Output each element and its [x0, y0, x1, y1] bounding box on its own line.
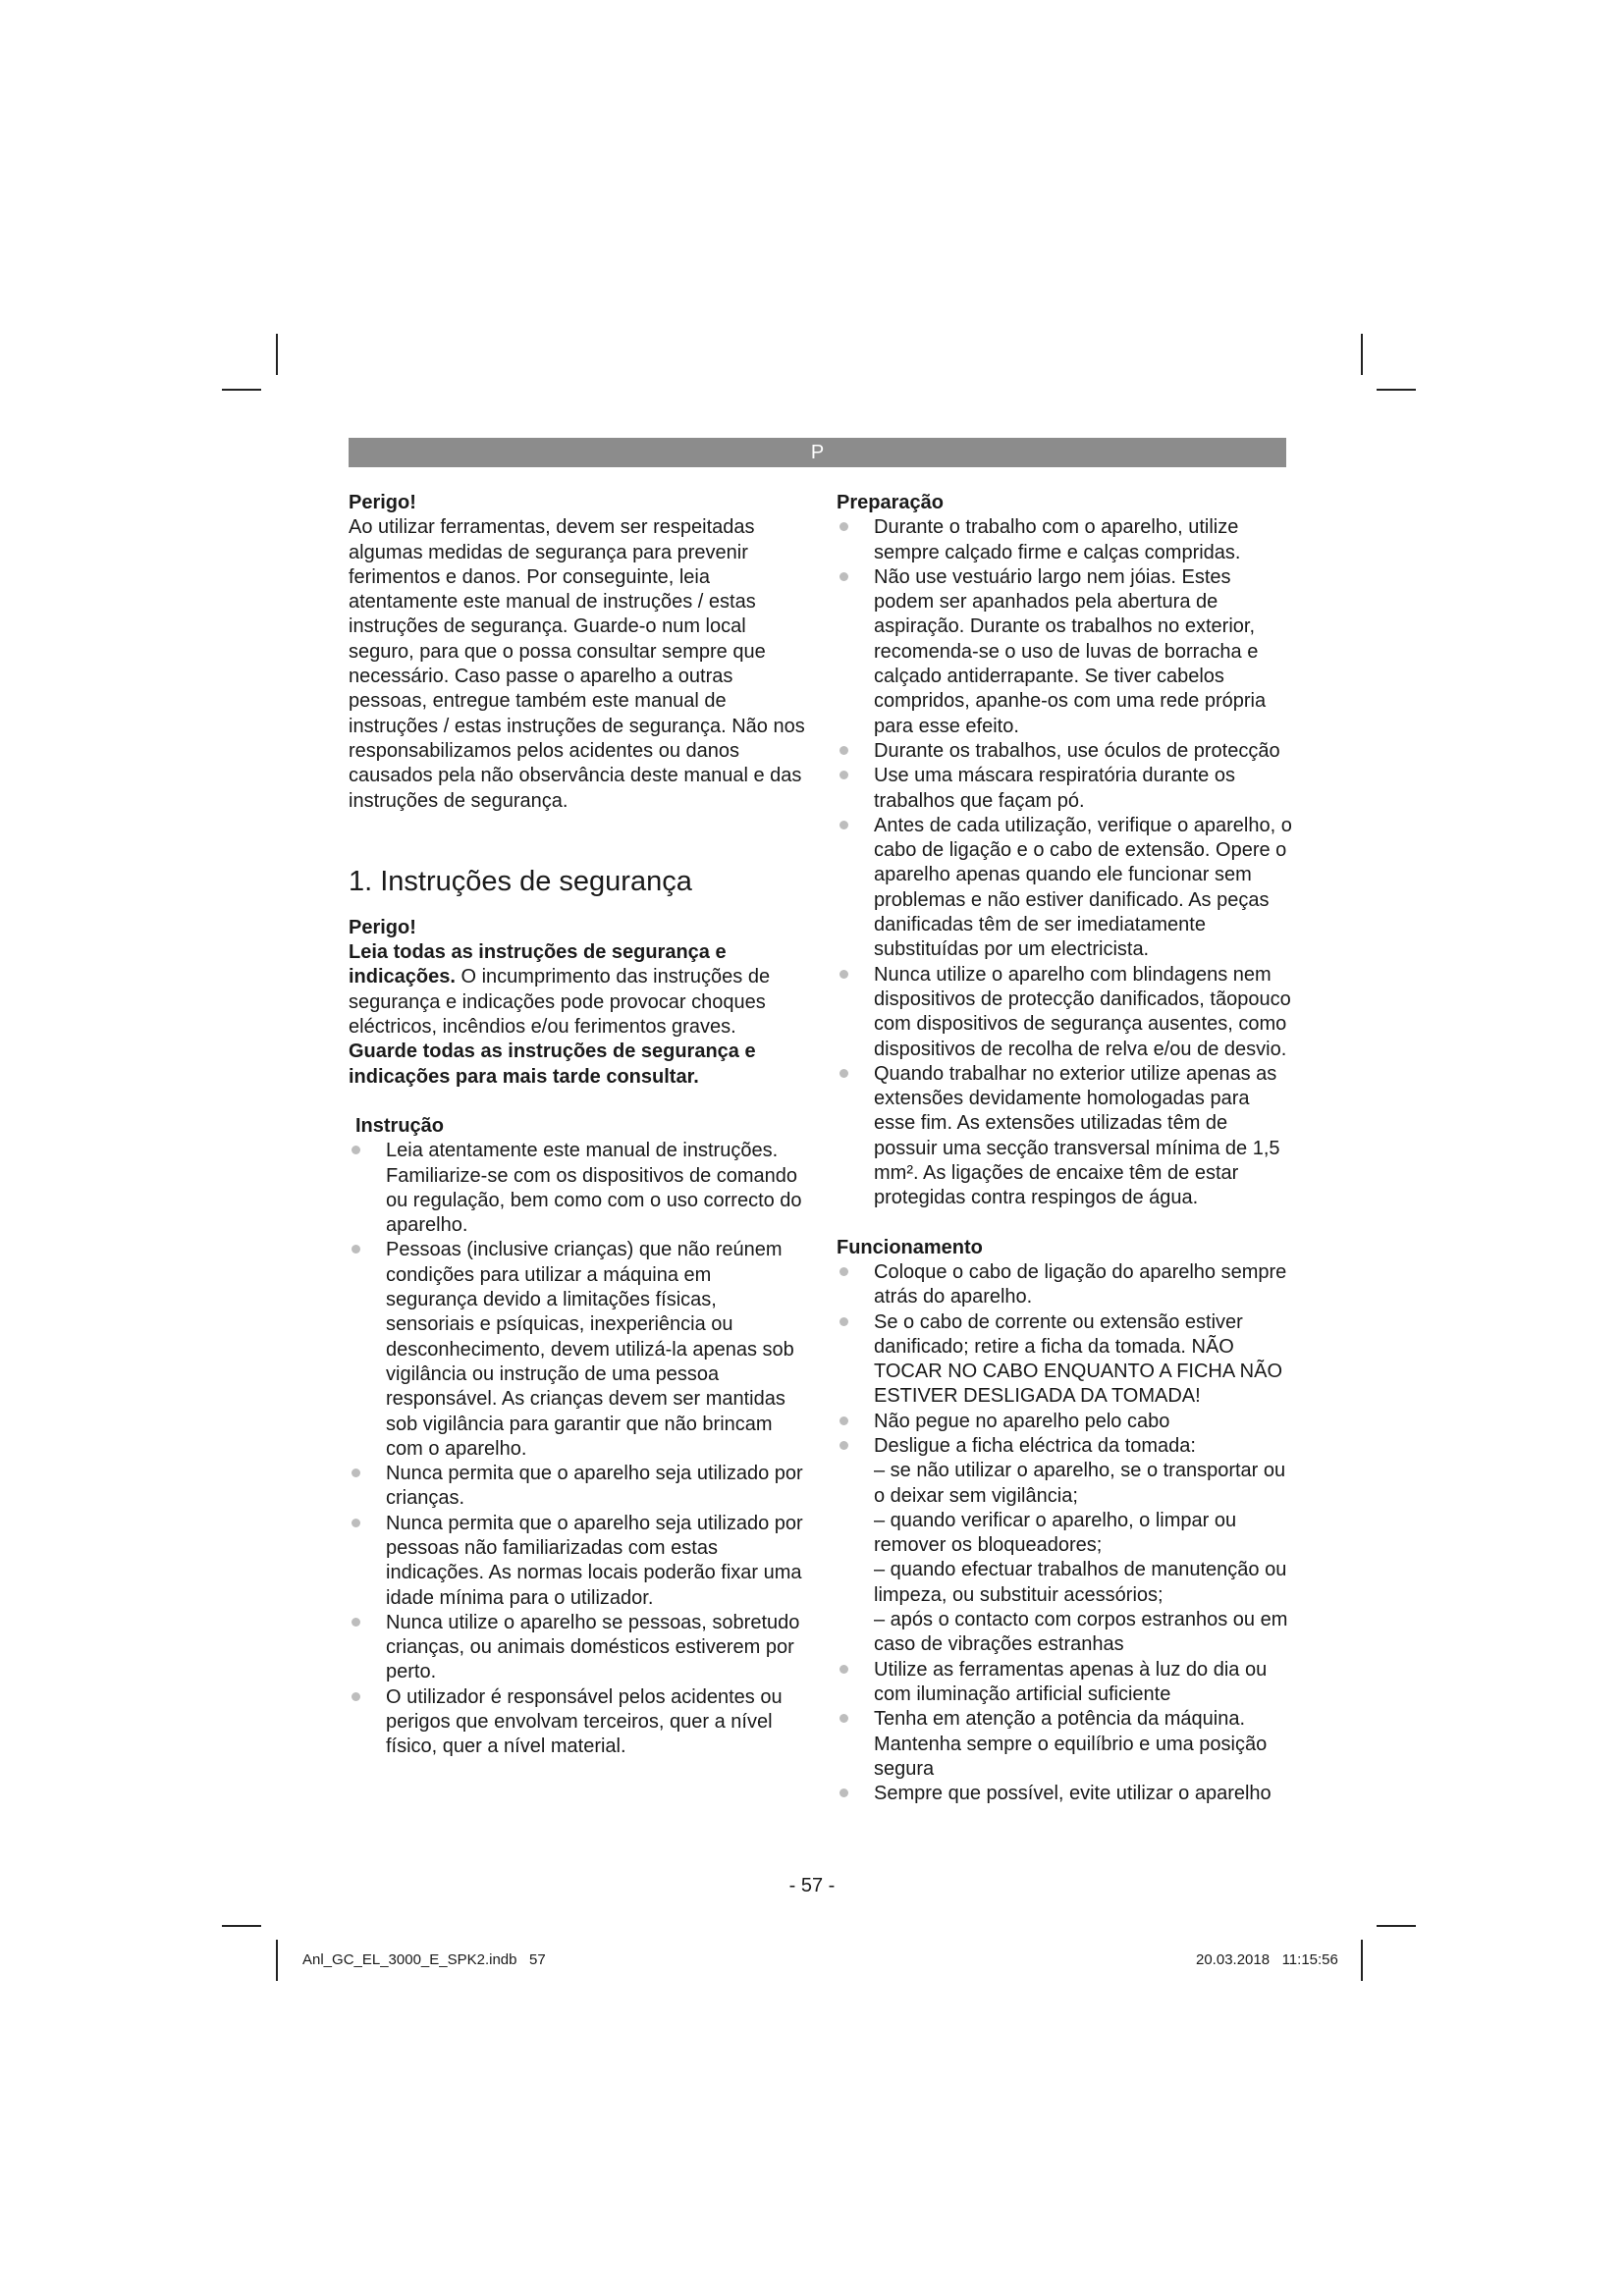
crop-mark-top-left-vertical [276, 334, 278, 375]
footer-file-name: Anl_GC_EL_3000_E_SPK2.indb 57 [302, 1951, 546, 1968]
list-item [837, 1434, 1296, 1658]
prep-list [837, 515, 1296, 1210]
crop-mark-bottom-left-horizontal [222, 1925, 261, 1927]
list-item: Nunca permita que o aparelho seja utilizado por crianças. [349, 1462, 808, 1512]
list-item: Nunca permita que o aparelho seja utilizado por pessoas não familiarizadas com estas indicações. As normas locais poderão fixar uma idade mínima para o utilizador. [349, 1512, 808, 1611]
list-item: Antes de cada utilização, verifique o aparelho, o cabo de ligação e o cabo de extensão. Opere o aparelho apenas quando ele funcionar sem problemas e não estiver danificado. As peças danificadas têm de ser imediatamente substituídas por um electricista. [837, 814, 1296, 963]
list-item: Utilize as ferramentas apenas à luz do dia ou com iluminação artificial suficiente [837, 1658, 1296, 1708]
danger-bold-1: Leia todas as instruções de segurança e indicações. [349, 941, 727, 988]
danger-bold-2: Guarde todas as instruções de segurança e indicações para mais tarde consultar. [349, 1041, 756, 1088]
danger-text: O incumprimento das instruções de segurança e indicações pode provocar choques eléctricos, incêndios e/ou ferimentos graves. [349, 966, 771, 1039]
func-list [837, 1260, 1296, 1807]
crop-mark-top-left-horizontal [222, 389, 261, 391]
crop-mark-bottom-right-horizontal [1377, 1925, 1416, 1927]
func-item-4-lead: Desligue a ficha eléctrica da tomada: [874, 1434, 1196, 1457]
intro-heading: Perigo! [349, 492, 416, 513]
list-item: Pessoas (inclusive crianças) que não reúnem condições para utilizar a máquina em segurança devido a limitações físicas, sensoriais e psíquicas, inexperiência ou desconhecimento, devem utilizá-la apenas sob vigilância ou instrução de uma pessoa responsável. As crianças devem ser mantidas sob vigilância para garantir que não brincam com o aparelho. [349, 1238, 808, 1462]
danger-heading: Perigo! [349, 916, 416, 938]
list-item: Não use vestuário largo nem jóias. Estes podem ser apanhados pela abertura de aspiração. Durante os trabalhos no exterior, recomenda-se o uso de luvas de borracha e calçado antiderrapante. Se tiver cabelos compridos, apanhe-os com uma rede própria para esse efeito. [837, 565, 1296, 739]
prep-heading: Preparação [837, 492, 944, 513]
crop-mark-bottom-right-vertical [1361, 1940, 1363, 1981]
footer-timestamp: 20.03.2018 11:15:56 [1196, 1951, 1338, 1968]
language-header-bar [349, 438, 1286, 467]
list-item: Sempre que possível, evite utilizar o aparelho [837, 1782, 1296, 1806]
page-number: - 57 - [788, 1875, 836, 1896]
crop-mark-top-right-vertical [1361, 334, 1363, 375]
list-item: Durante os trabalhos, use óculos de protecção [837, 739, 1296, 764]
list-item: Nunca utilize o aparelho com blindagens nem dispositivos de protecção danificados, tãopouco com dispositivos de segurança ausentes, como dispositivos de recolha de relva e/ou de desvio. [837, 963, 1296, 1062]
list-item: Não pegue no aparelho pelo cabo [837, 1410, 1296, 1434]
list-item: Nunca utilize o aparelho se pessoas, sobretudo crianças, ou animais domésticos estiverem por perto. [349, 1611, 808, 1685]
crop-mark-bottom-left-vertical [276, 1940, 278, 1981]
list-item: O utilizador é responsável pelos acidentes ou perigos que envolvam terceiros, quer a nível físico, quer a nível material. [349, 1685, 808, 1760]
intro-text: Ao utilizar ferramentas, devem ser respeitadas algumas medidas de segurança para prevenir ferimentos e danos. Por conseguinte, leia atentamente este manual de instruções / estas instruções de segurança. Guarde-o num local seguro, para que o possa consultar sempre que necessário. Caso passe o aparelho a outras pessoas, entregue também este manual de instruções / estas instruções de segurança. Não nos responsabilizamos pelos acidentes ou danos causados pela não observância deste manual e das instruções de segurança. [349, 516, 805, 812]
crop-mark-top-right-horizontal [1377, 389, 1416, 391]
func-item-4-sub: – quando efectuar trabalhos de manutenção ou limpeza, ou substituir acessórios; [874, 1559, 1287, 1606]
section-title: 1. Instruções de segurança [349, 865, 692, 897]
func-item-4-sub: – se não utilizar o aparelho, se o transportar ou o deixar sem vigilância; [874, 1460, 1286, 1507]
list-item: Quando trabalhar no exterior utilize apenas as extensões devidamente homologadas para esse fim. As extensões utilizadas têm de possuir uma secção transversal mínima de 1,5 mm². As ligações de encaixe têm de estar protegidas contra respingos de água. [837, 1062, 1296, 1211]
left-column [349, 491, 808, 1760]
instr-list [349, 1139, 808, 1759]
func-item-4-sub: – quando verificar o aparelho, o limpar ou remover os bloqueadores; [874, 1509, 1237, 1557]
language-code: P [810, 442, 825, 463]
list-item: Se o cabo de corrente ou extensão estiver danificado; retire a ficha da tomada. NÃO TOCAR NO CABO ENQUANTO A FICHA NÃO ESTIVER DESLIGADA DA TOMADA! [837, 1310, 1296, 1410]
list-item: Tenha em atenção a potência da máquina. Mantenha sempre o equilíbrio e uma posição segura [837, 1707, 1296, 1782]
list-item: Durante o trabalho com o aparelho, utilize sempre calçado firme e calças compridas. [837, 515, 1296, 565]
list-item: Use uma máscara respiratória durante os trabalhos que façam pó. [837, 764, 1296, 814]
instr-heading: Instrução [355, 1114, 445, 1137]
list-item: Coloque o cabo de ligação do aparelho sempre atrás do aparelho. [837, 1260, 1296, 1310]
list-item: Leia atentamente este manual de instruções. Familiarize-se com os dispositivos de comando ou regulação, bem como com o uso correcto do aparelho. [349, 1139, 808, 1238]
right-column [837, 491, 1296, 1806]
func-item-4-sub: – após o contacto com corpos estranhos ou em caso de vibrações estranhas [874, 1609, 1288, 1656]
danger-paragraph [349, 940, 808, 1040]
func-heading: Funcionamento [837, 1236, 983, 1258]
